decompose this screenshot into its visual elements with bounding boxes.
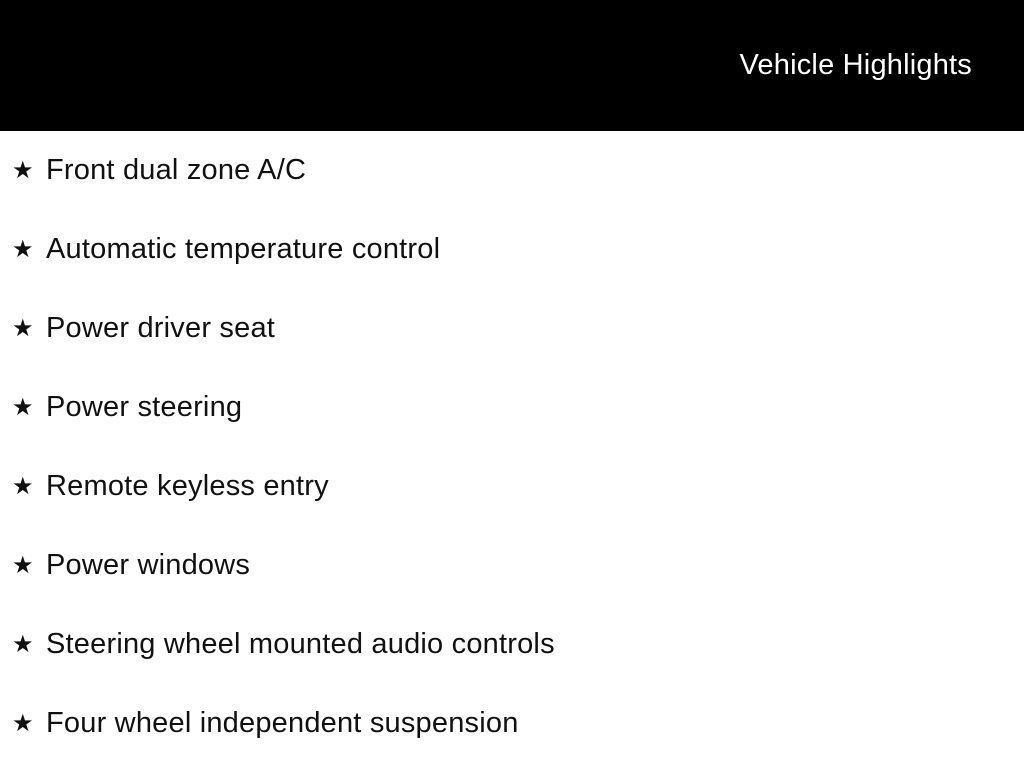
feature-label: Power driver seat	[46, 312, 276, 344]
list-item	[0, 447, 1024, 526]
feature-label: Automatic temperature control	[46, 233, 441, 265]
star-icon: ★	[12, 630, 34, 658]
feature-list	[0, 131, 1024, 763]
list-item	[0, 368, 1024, 447]
feature-label: Power windows	[46, 549, 251, 581]
list-item	[0, 605, 1024, 684]
star-icon: ★	[12, 393, 34, 421]
star-icon: ★	[12, 314, 34, 342]
list-item	[0, 131, 1024, 210]
page-header	[0, 0, 1024, 131]
star-icon: ★	[12, 551, 34, 579]
feature-label: Steering wheel mounted audio controls	[46, 628, 555, 660]
feature-label: Front dual zone A/C	[46, 154, 307, 186]
list-item	[0, 526, 1024, 605]
star-icon: ★	[12, 709, 34, 737]
star-icon: ★	[12, 472, 34, 500]
list-item	[0, 684, 1024, 763]
feature-label: Four wheel independent suspension	[46, 707, 519, 739]
feature-label: Power steering	[46, 391, 243, 423]
star-icon: ★	[12, 235, 34, 263]
feature-label: Remote keyless entry	[46, 470, 329, 502]
list-item	[0, 210, 1024, 289]
page-title: Vehicle Highlights	[739, 49, 972, 81]
star-icon: ★	[12, 156, 34, 184]
list-item	[0, 289, 1024, 368]
